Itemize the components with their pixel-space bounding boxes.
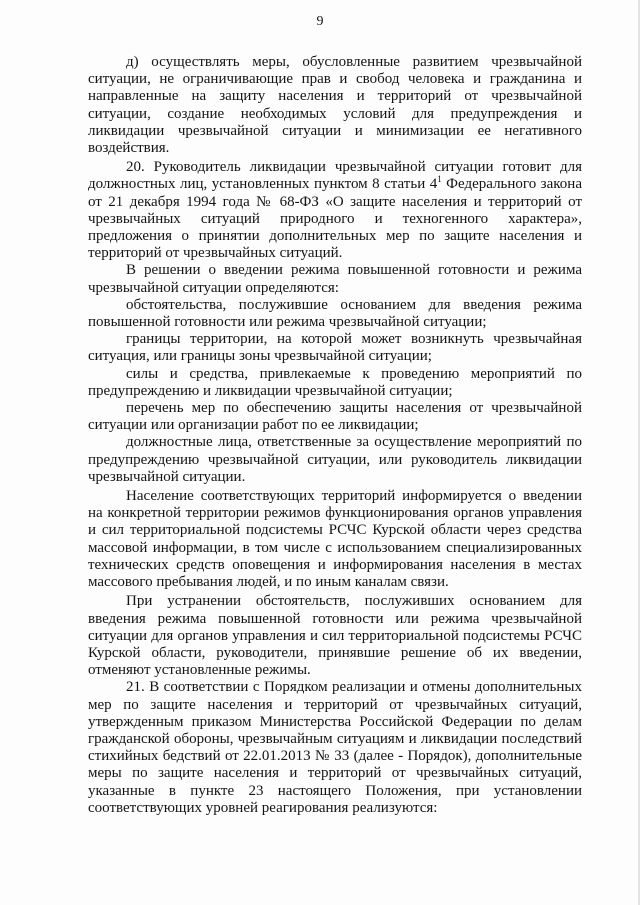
decision-item-protection-measures: перечень мер по обеспечению защиты населения от чрезвычайной ситуации или организации работ по ее ликвидации; — [88, 400, 582, 434]
decision-item-responsible-officials: должностные лица, ответственные за осуществление мероприятий по предупреждению чрезвычайной ситуации, или руководитель ликвидации чрезвычайной ситуации. — [88, 434, 582, 485]
paragraph-20 — [88, 159, 582, 262]
population-information-paragraph: Население соответствующих территорий информируется о введении на конкретной территории режимов функционирования органов управления и сил территориальной подсистемы РСЧС Курской области через средства массовой информации, в том числе с использованием специализированных технических средств оповещения и информирования населения в местах массового пребывания людей, и по иным каналам связи. — [88, 488, 582, 591]
decision-item-territory-borders: границы территории, на которой может возникнуть чрезвычайная ситуация, или границы зоны чрезвычайной ситуации; — [88, 331, 582, 365]
paragraph-item-d: д) осуществлять меры, обусловленные развитием чрезвычайной ситуации, не ограничивающие прав и свобод человека и гражданина и направленные на защиту населения и территорий от чрезвычайной ситуации, создание необходимых условий для предупреждения и ликвидации чрезвычайной ситуации и минимизации ее негативного воздействия. — [88, 54, 582, 157]
paragraph-20-text-after: Федерального закона от 21 декабря 1994 года № 68-ФЗ «О защите населения и территорий от чрезвычайных ситуаций природного и техногенного характера», предложения о принятии дополнительных мер по защите населения и территорий от чрезвычайных ситуаций. — [88, 176, 582, 262]
decision-item-forces-and-means: силы и средства, привлекаемые к проведению мероприятий по предупреждению и ликвидации чрезвычайной ситуации; — [88, 365, 582, 399]
document-body — [88, 54, 582, 817]
regime-cancellation-paragraph: При устранении обстоятельств, послуживших основанием для введения режима повышенной готовности или режима чрезвычайной ситуации для органов управления и сил территориальной подсистемы РСЧС Курской области, руководители, принявшие решение об их введении, отменяют установленные режимы. — [88, 593, 582, 679]
paragraph-21: 21. В соответствии с Порядком реализации и отмены дополнительных мер по защите населения и территорий от чрезвычайных ситуаций, утвержденным приказом Министерства Российской Федерации по делам гражданской обороны, чрезвычайным ситуациям и ликвидации последствий стихийных бедствий от 22.01.2013 № 33 (далее - Порядок), дополнительные меры по защите населения и территорий от чрезвычайных ситуаций, указанные в пункте 23 настоящего Положения, при установлении соответствующих уровней реагирования реализуются: — [88, 679, 582, 816]
paragraph-20-text-before: 20. Руководитель ликвидации чрезвычайной ситуации готовит для должностных лиц, установленных пунктом 8 статьи 4 — [88, 159, 582, 193]
page-number: 9 — [316, 14, 324, 29]
decision-item-circumstances: обстоятельства, послужившие основанием для введения режима повышенной готовности или режима чрезвычайной ситуации; — [88, 296, 582, 331]
decision-intro: В решении о введении режима повышенной готовности и режима чрезвычайной ситуации определяются: — [88, 262, 582, 296]
article-superscript: 1 — [437, 174, 442, 185]
